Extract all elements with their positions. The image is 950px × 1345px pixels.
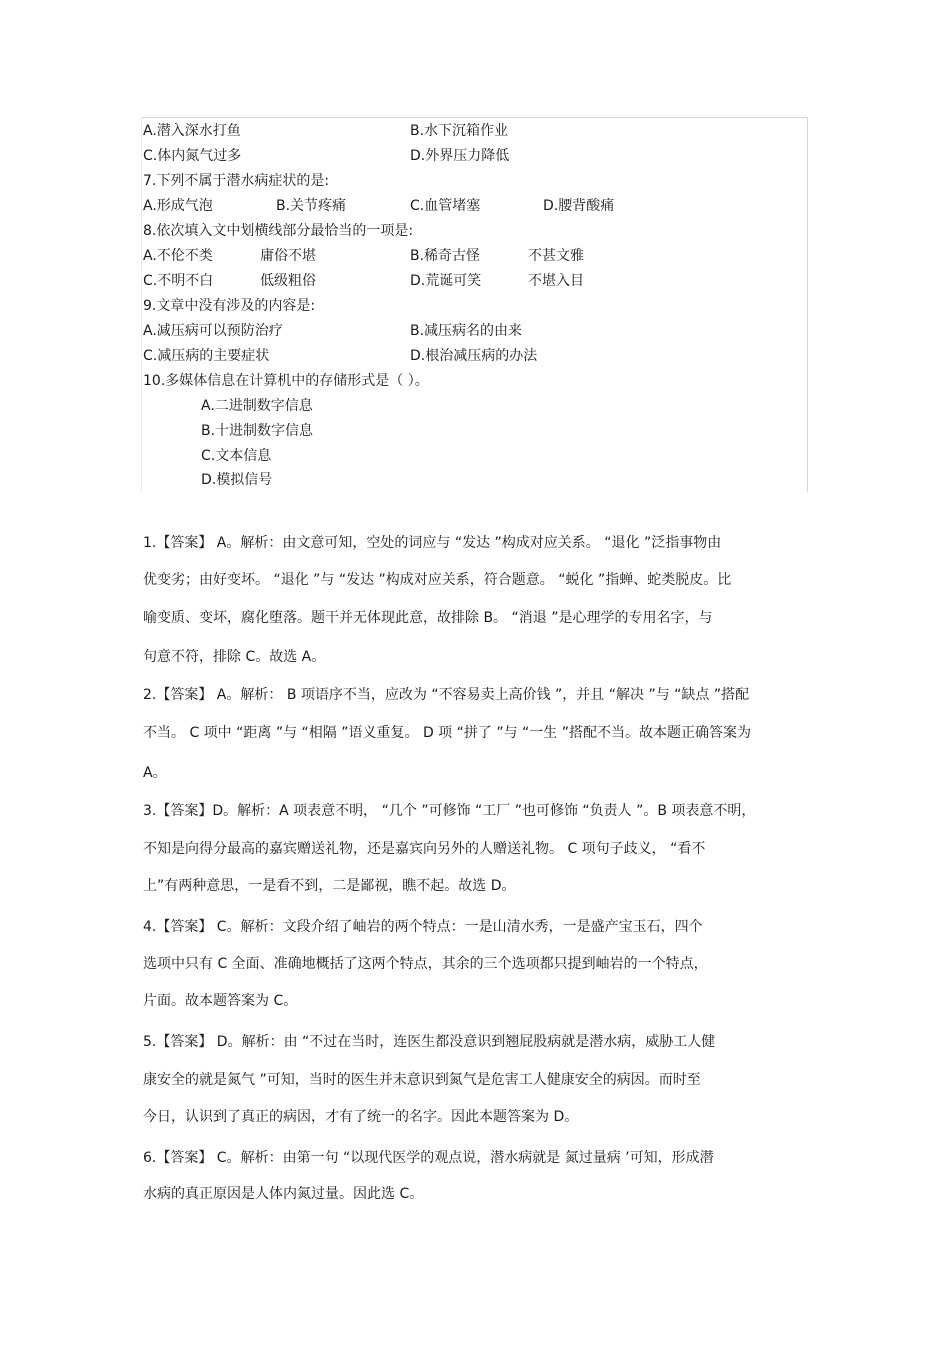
q7-option-d: D.腰背酸痛	[543, 198, 615, 214]
answer-4-line-1: 4.【答案】 C。解析：文段介绍了岫岩的两个特点：一是山清水秀，一是盛产宝玉石，四个	[143, 919, 703, 935]
q7-stem: 7.下列不属于潜水病症状的是:	[143, 173, 330, 189]
q9-option-b: B.减压病名的由来	[410, 323, 523, 339]
answer-2-line-2: 不当。 C 项中 “距离 ”与 “相隔 ”语义重复。 D 项 “拼了 ”与 “一生 ”搭配不当。故本题正确答案为	[143, 725, 751, 741]
q9-stem: 9.文章中没有涉及的内容是:	[143, 298, 316, 314]
answer-2-line-3: A。	[143, 765, 167, 781]
answer-1-line-4: 句意不符，排除 C。故选 A。	[143, 649, 326, 665]
q8-option-d-1: D.荒诞可笑	[410, 273, 482, 289]
answer-6-line-1: 6.【答案】 C。解析：由第一句 “以现代医学的观点说，潜水病就是 氮过量病 ’可知，形成潜	[143, 1150, 714, 1166]
answer-3-line-1: 3.【答案】D。解析：A 项表意不明， “几个 ”可修饰 “工厂 ”也可修饰 “负责人 ”。B 项表意不明，	[143, 803, 756, 819]
q8-option-b-1: B.稀奇古怪	[410, 248, 481, 264]
q6-option-a: A.潜入深水打鱼	[143, 123, 241, 139]
answer-4-line-3: 片面。故本题答案为 C。	[143, 993, 298, 1009]
q6-option-c: C.体内氮气过多	[143, 148, 242, 164]
q9-option-c: C.减压病的主要症状	[143, 348, 270, 364]
answer-3-line-3: 上”有两种意思，一是看不到，二是鄙视，瞧不起。故选 D。	[143, 878, 516, 894]
answer-1-line-2: 优变劣；由好变坏。 “退化 ”与 “发达 ”构成对应关系，符合题意。 “蜕化 ”指蝉、蛇类脱皮。比	[143, 572, 732, 588]
answer-5-line-2: 康安全的就是氮气 ”可知，当时的医生并未意识到氮气是危害工人健康安全的病因。而时至	[143, 1072, 701, 1088]
q8-stem: 8.依次填入文中划横线部分最恰当的一项是:	[143, 223, 414, 239]
q10-option-a: A.二进制数字信息	[201, 398, 313, 414]
q7-option-c: C.血管堵塞	[410, 198, 481, 214]
q7-option-b: B.关节疼痛	[276, 198, 347, 214]
answer-6-line-2: 水病的真正原因是人体内氮过量。因此选 C。	[143, 1186, 424, 1202]
q6-option-b: B.水下沉箱作业	[410, 123, 509, 139]
answer-1-line-3: 喻变质、变坏，腐化堕落。题干并无体现此意，故排除 B。 “消退 ”是心理学的专用名字，与	[143, 610, 713, 626]
answer-4-line-2: 选项中只有 C 全面、准确地概括了这两个特点，其余的三个选项都只提到岫岩的一个特点，	[143, 956, 708, 972]
answer-1-line-1: 1.【答案】 A。解析：由文意可知，空处的词应与 “发达 ”构成对应关系。 “退化 ”泛指事物由	[143, 535, 722, 551]
answer-2-line-1: 2.【答案】 A。解析： B 项语序不当，应改为 “不容易卖上高价钱 ”，并且 “解决 ”与 “缺点 ”搭配	[143, 687, 750, 703]
answer-5-line-1: 5.【答案】 D。解析：由 “不过在当时，连医生都没意识到翘屁股病就是潜水病，威胁工人健	[143, 1034, 716, 1050]
answer-5-line-3: 今日，认识到了真正的病因，才有了统一的名字。因此本题答案为 D。	[143, 1109, 579, 1125]
q10-stem: 10.多媒体信息在计算机中的存储形式是（ ）。	[143, 373, 429, 389]
q8-option-c-1: C.不明不白	[143, 273, 214, 289]
q6-option-d: D.外界压力降低	[410, 148, 510, 164]
q8-option-a-1: A.不伦不类	[143, 248, 213, 264]
q10-option-d: D.模拟信号	[201, 472, 273, 488]
q7-option-a: A.形成气泡	[143, 198, 213, 214]
q9-option-d: D.根治减压病的办法	[410, 348, 538, 364]
q8-option-c-2: 低级粗俗	[260, 273, 316, 289]
q8-option-b-2: 不甚文雅	[528, 248, 584, 264]
answer-3-line-2: 不知是向得分最高的嘉宾赠送礼物，还是嘉宾向另外的人赠送礼物。 C 项句子歧义， “看不	[143, 841, 706, 857]
q10-option-b: B.十进制数字信息	[201, 423, 314, 439]
q8-option-a-2: 庸俗不堪	[260, 248, 316, 264]
q9-option-a: A.减压病可以预防治疗	[143, 323, 283, 339]
q8-option-d-2: 不堪入目	[528, 273, 584, 289]
q10-option-c: C.文本信息	[201, 448, 272, 464]
